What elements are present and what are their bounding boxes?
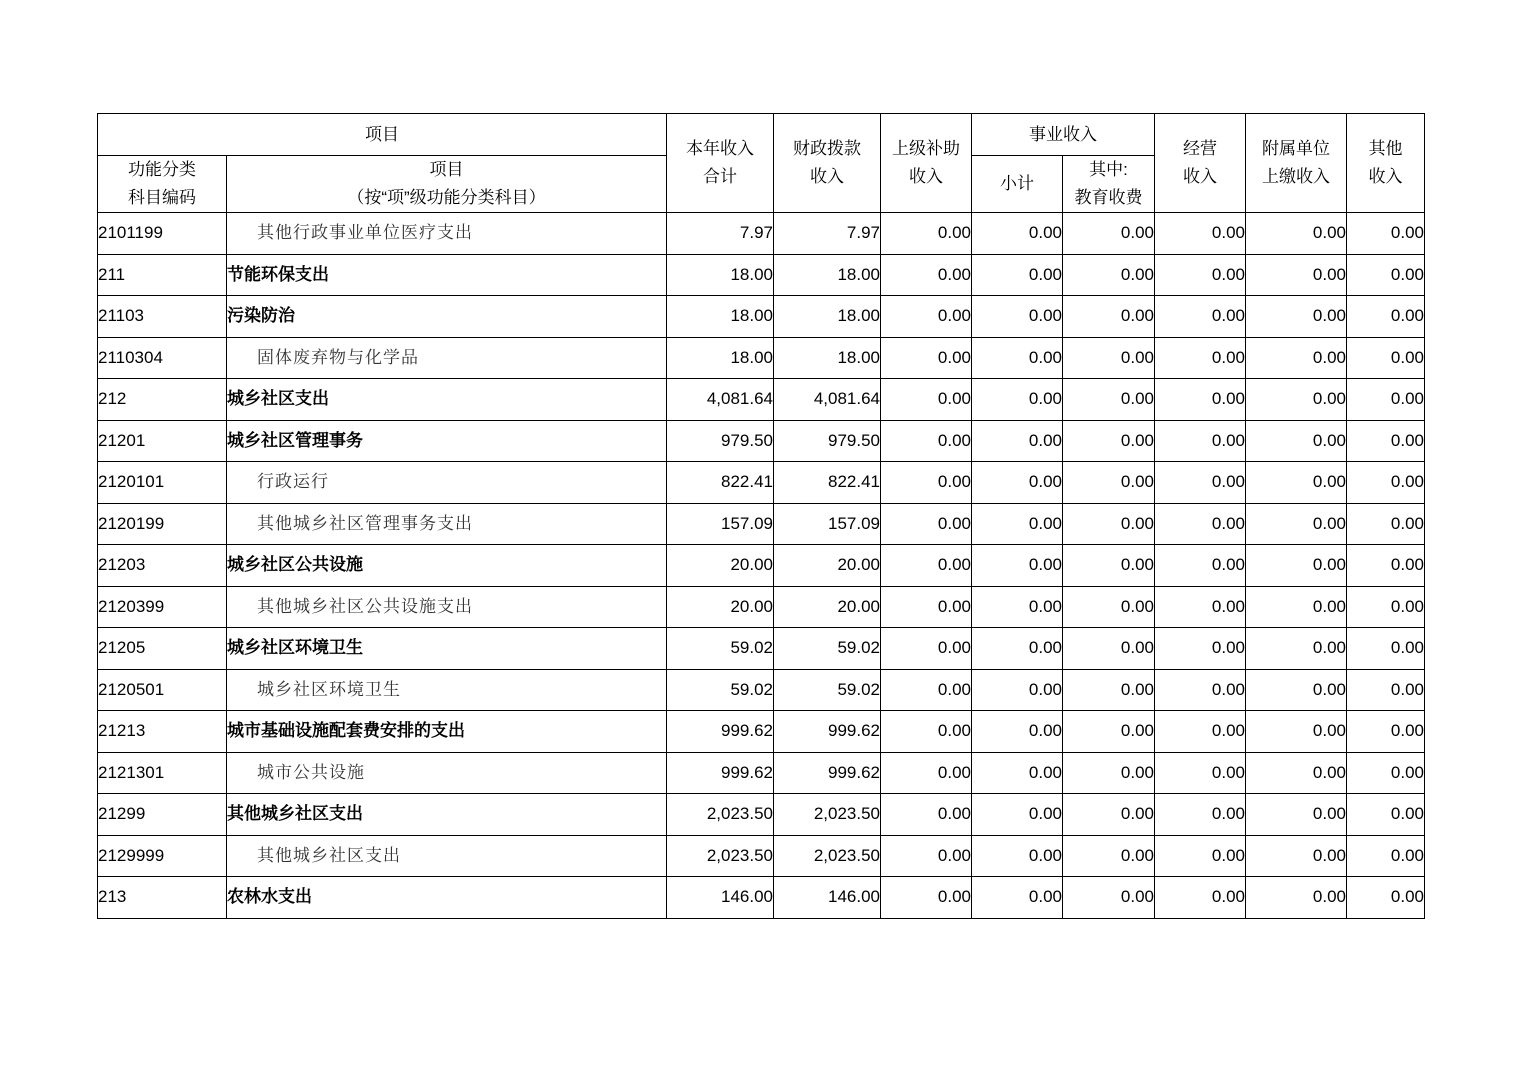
header-fiscal xyxy=(774,114,881,213)
cell-edu: 0.00 xyxy=(1063,669,1155,711)
cell-name: 城乡社区公共设施 xyxy=(227,545,667,587)
cell-subtotal: 0.00 xyxy=(972,462,1063,504)
cell-subsidy: 0.00 xyxy=(881,337,972,379)
cell-subsidy: 0.00 xyxy=(881,462,972,504)
cell-edu: 0.00 xyxy=(1063,503,1155,545)
header-line: 经营 xyxy=(1183,139,1217,158)
table-row xyxy=(98,213,1425,255)
cell-edu: 0.00 xyxy=(1063,835,1155,877)
cell-total: 822.41 xyxy=(667,462,774,504)
cell-subsidy: 0.00 xyxy=(881,752,972,794)
header-name-line1: 项目 xyxy=(429,160,464,179)
header-code xyxy=(98,156,227,213)
cell-affiliated: 0.00 xyxy=(1246,669,1347,711)
cell-affiliated: 0.00 xyxy=(1246,545,1347,587)
cell-name: 其他城乡社区公共设施支出 xyxy=(227,586,667,628)
cell-subtotal: 0.00 xyxy=(972,628,1063,670)
cell-other: 0.00 xyxy=(1347,628,1425,670)
cell-code: 2101199 xyxy=(98,213,227,255)
cell-name: 其他行政事业单位医疗支出 xyxy=(227,213,667,255)
cell-fiscal: 20.00 xyxy=(774,586,881,628)
cell-name: 城市公共设施 xyxy=(227,752,667,794)
cell-code: 211 xyxy=(98,254,227,296)
cell-affiliated: 0.00 xyxy=(1246,586,1347,628)
cell-fiscal: 979.50 xyxy=(774,420,881,462)
cell-other: 0.00 xyxy=(1347,337,1425,379)
cell-name: 污染防治 xyxy=(227,296,667,338)
cell-name: 城乡社区管理事务 xyxy=(227,420,667,462)
table-row xyxy=(98,296,1425,338)
cell-name: 城乡社区支出 xyxy=(227,379,667,421)
table-row xyxy=(98,794,1425,836)
cell-fiscal: 999.62 xyxy=(774,752,881,794)
header-line: 财政拨款 xyxy=(793,139,861,158)
cell-operating: 0.00 xyxy=(1155,420,1246,462)
cell-affiliated: 0.00 xyxy=(1246,711,1347,753)
cell-operating: 0.00 xyxy=(1155,877,1246,919)
header-business-group: 事业收入 xyxy=(972,114,1155,156)
cell-code: 2121301 xyxy=(98,752,227,794)
cell-subtotal: 0.00 xyxy=(972,254,1063,296)
cell-operating: 0.00 xyxy=(1155,711,1246,753)
cell-subsidy: 0.00 xyxy=(881,545,972,587)
cell-subsidy: 0.00 xyxy=(881,213,972,255)
header-line: 收入 xyxy=(1183,167,1217,186)
cell-fiscal: 18.00 xyxy=(774,254,881,296)
table-row xyxy=(98,545,1425,587)
table-row xyxy=(98,503,1425,545)
cell-other: 0.00 xyxy=(1347,545,1425,587)
cell-subtotal: 0.00 xyxy=(972,711,1063,753)
cell-subtotal: 0.00 xyxy=(972,877,1063,919)
cell-operating: 0.00 xyxy=(1155,752,1246,794)
cell-total: 7.97 xyxy=(667,213,774,255)
cell-edu: 0.00 xyxy=(1063,296,1155,338)
cell-fiscal: 2,023.50 xyxy=(774,835,881,877)
cell-fiscal: 822.41 xyxy=(774,462,881,504)
cell-edu: 0.00 xyxy=(1063,462,1155,504)
cell-code: 212 xyxy=(98,379,227,421)
cell-name: 节能环保支出 xyxy=(227,254,667,296)
cell-subsidy: 0.00 xyxy=(881,379,972,421)
cell-fiscal: 4,081.64 xyxy=(774,379,881,421)
cell-subsidy: 0.00 xyxy=(881,835,972,877)
table-row xyxy=(98,254,1425,296)
cell-code: 2120399 xyxy=(98,586,227,628)
cell-other: 0.00 xyxy=(1347,711,1425,753)
cell-subtotal: 0.00 xyxy=(972,420,1063,462)
cell-fiscal: 157.09 xyxy=(774,503,881,545)
cell-code: 213 xyxy=(98,877,227,919)
table-row xyxy=(98,752,1425,794)
cell-fiscal: 146.00 xyxy=(774,877,881,919)
cell-subsidy: 0.00 xyxy=(881,420,972,462)
header-line: 科目编码 xyxy=(128,188,196,207)
cell-affiliated: 0.00 xyxy=(1246,213,1347,255)
header-line: 附属单位 xyxy=(1262,139,1330,158)
cell-edu: 0.00 xyxy=(1063,254,1155,296)
table-row xyxy=(98,669,1425,711)
cell-affiliated: 0.00 xyxy=(1246,794,1347,836)
cell-subtotal: 0.00 xyxy=(972,379,1063,421)
table-row xyxy=(98,835,1425,877)
cell-subsidy: 0.00 xyxy=(881,628,972,670)
header-subsidy xyxy=(881,114,972,213)
header-business-subtotal: 小计 xyxy=(972,156,1063,213)
header-project-group: 项目 xyxy=(98,114,667,156)
cell-other: 0.00 xyxy=(1347,462,1425,504)
header-business-edu xyxy=(1063,156,1155,213)
header-other xyxy=(1347,114,1425,213)
cell-other: 0.00 xyxy=(1347,379,1425,421)
cell-affiliated: 0.00 xyxy=(1246,628,1347,670)
cell-code: 2129999 xyxy=(98,835,227,877)
header-line: 功能分类 xyxy=(128,160,196,179)
cell-name: 城乡社区环境卫生 xyxy=(227,669,667,711)
cell-operating: 0.00 xyxy=(1155,254,1246,296)
cell-operating: 0.00 xyxy=(1155,545,1246,587)
cell-fiscal: 7.97 xyxy=(774,213,881,255)
cell-subtotal: 0.00 xyxy=(972,213,1063,255)
cell-subsidy: 0.00 xyxy=(881,586,972,628)
cell-name: 固体废弃物与化学品 xyxy=(227,337,667,379)
cell-total: 157.09 xyxy=(667,503,774,545)
cell-code: 21103 xyxy=(98,296,227,338)
header-line: 收入 xyxy=(909,167,943,186)
table-row xyxy=(98,420,1425,462)
cell-total: 59.02 xyxy=(667,669,774,711)
cell-operating: 0.00 xyxy=(1155,379,1246,421)
cell-code: 21201 xyxy=(98,420,227,462)
cell-other: 0.00 xyxy=(1347,213,1425,255)
cell-name: 其他城乡社区支出 xyxy=(227,794,667,836)
cell-total: 18.00 xyxy=(667,296,774,338)
cell-operating: 0.00 xyxy=(1155,835,1246,877)
cell-edu: 0.00 xyxy=(1063,379,1155,421)
cell-total: 20.00 xyxy=(667,586,774,628)
cell-total: 18.00 xyxy=(667,337,774,379)
cell-edu: 0.00 xyxy=(1063,628,1155,670)
cell-subtotal: 0.00 xyxy=(972,337,1063,379)
cell-subsidy: 0.00 xyxy=(881,669,972,711)
cell-other: 0.00 xyxy=(1347,420,1425,462)
cell-operating: 0.00 xyxy=(1155,296,1246,338)
header-total xyxy=(667,114,774,213)
cell-edu: 0.00 xyxy=(1063,794,1155,836)
cell-code: 2120501 xyxy=(98,669,227,711)
cell-total: 20.00 xyxy=(667,545,774,587)
cell-affiliated: 0.00 xyxy=(1246,296,1347,338)
table-row xyxy=(98,462,1425,504)
budget-income-table xyxy=(97,113,1425,919)
header-line: 其中: xyxy=(1089,160,1128,179)
cell-affiliated: 0.00 xyxy=(1246,752,1347,794)
table-header xyxy=(98,114,1425,213)
header-line: 其他 xyxy=(1368,139,1403,158)
table-row xyxy=(98,711,1425,753)
cell-affiliated: 0.00 xyxy=(1246,420,1347,462)
cell-fiscal: 59.02 xyxy=(774,669,881,711)
cell-edu: 0.00 xyxy=(1063,337,1155,379)
cell-other: 0.00 xyxy=(1347,503,1425,545)
header-affiliated xyxy=(1246,114,1347,213)
cell-subsidy: 0.00 xyxy=(881,296,972,338)
cell-fiscal: 999.62 xyxy=(774,711,881,753)
cell-subsidy: 0.00 xyxy=(881,794,972,836)
cell-name: 城乡社区环境卫生 xyxy=(227,628,667,670)
table-row xyxy=(98,379,1425,421)
cell-total: 999.62 xyxy=(667,752,774,794)
header-name-line2: （按“项”级功能分类科目） xyxy=(347,188,546,207)
cell-subtotal: 0.00 xyxy=(972,296,1063,338)
cell-subtotal: 0.00 xyxy=(972,503,1063,545)
cell-code: 21205 xyxy=(98,628,227,670)
cell-operating: 0.00 xyxy=(1155,503,1246,545)
cell-total: 999.62 xyxy=(667,711,774,753)
cell-other: 0.00 xyxy=(1347,877,1425,919)
cell-other: 0.00 xyxy=(1347,586,1425,628)
cell-code: 2120101 xyxy=(98,462,227,504)
cell-code: 21299 xyxy=(98,794,227,836)
cell-subtotal: 0.00 xyxy=(972,545,1063,587)
cell-operating: 0.00 xyxy=(1155,669,1246,711)
cell-edu: 0.00 xyxy=(1063,711,1155,753)
cell-affiliated: 0.00 xyxy=(1246,503,1347,545)
cell-code: 2120199 xyxy=(98,503,227,545)
header-line: 上缴收入 xyxy=(1262,167,1330,186)
header-name xyxy=(227,156,667,213)
table-row xyxy=(98,628,1425,670)
cell-name: 城市基础设施配套费安排的支出 xyxy=(227,711,667,753)
header-line: 上级补助 xyxy=(892,139,960,158)
cell-fiscal: 59.02 xyxy=(774,628,881,670)
cell-name: 其他城乡社区管理事务支出 xyxy=(227,503,667,545)
cell-edu: 0.00 xyxy=(1063,213,1155,255)
cell-affiliated: 0.00 xyxy=(1246,337,1347,379)
cell-subtotal: 0.00 xyxy=(972,586,1063,628)
cell-subtotal: 0.00 xyxy=(972,835,1063,877)
cell-name: 行政运行 xyxy=(227,462,667,504)
cell-total: 146.00 xyxy=(667,877,774,919)
cell-subtotal: 0.00 xyxy=(972,794,1063,836)
cell-operating: 0.00 xyxy=(1155,628,1246,670)
table-row xyxy=(98,337,1425,379)
cell-other: 0.00 xyxy=(1347,669,1425,711)
cell-subtotal: 0.00 xyxy=(972,669,1063,711)
table-row xyxy=(98,586,1425,628)
cell-code: 21203 xyxy=(98,545,227,587)
cell-subsidy: 0.00 xyxy=(881,254,972,296)
cell-fiscal: 18.00 xyxy=(774,296,881,338)
cell-edu: 0.00 xyxy=(1063,545,1155,587)
header-operating xyxy=(1155,114,1246,213)
cell-affiliated: 0.00 xyxy=(1246,379,1347,421)
cell-subsidy: 0.00 xyxy=(881,877,972,919)
cell-total: 18.00 xyxy=(667,254,774,296)
cell-other: 0.00 xyxy=(1347,254,1425,296)
cell-total: 2,023.50 xyxy=(667,835,774,877)
cell-name: 其他城乡社区支出 xyxy=(227,835,667,877)
header-line: 教育收费 xyxy=(1074,188,1143,207)
cell-edu: 0.00 xyxy=(1063,420,1155,462)
table-body xyxy=(98,213,1425,919)
cell-code: 2110304 xyxy=(98,337,227,379)
cell-code: 21213 xyxy=(98,711,227,753)
cell-total: 59.02 xyxy=(667,628,774,670)
cell-operating: 0.00 xyxy=(1155,337,1246,379)
header-line: 收入 xyxy=(810,167,844,186)
cell-total: 979.50 xyxy=(667,420,774,462)
table-row xyxy=(98,877,1425,919)
header-line: 收入 xyxy=(1368,167,1403,186)
cell-name: 农林水支出 xyxy=(227,877,667,919)
cell-affiliated: 0.00 xyxy=(1246,877,1347,919)
cell-other: 0.00 xyxy=(1347,835,1425,877)
cell-affiliated: 0.00 xyxy=(1246,835,1347,877)
cell-operating: 0.00 xyxy=(1155,213,1246,255)
cell-operating: 0.00 xyxy=(1155,794,1246,836)
cell-total: 2,023.50 xyxy=(667,794,774,836)
cell-affiliated: 0.00 xyxy=(1246,462,1347,504)
cell-edu: 0.00 xyxy=(1063,586,1155,628)
cell-edu: 0.00 xyxy=(1063,877,1155,919)
cell-operating: 0.00 xyxy=(1155,462,1246,504)
cell-fiscal: 18.00 xyxy=(774,337,881,379)
cell-fiscal: 20.00 xyxy=(774,545,881,587)
header-line: 本年收入 xyxy=(686,139,754,158)
cell-subsidy: 0.00 xyxy=(881,503,972,545)
cell-subsidy: 0.00 xyxy=(881,711,972,753)
cell-other: 0.00 xyxy=(1347,752,1425,794)
cell-fiscal: 2,023.50 xyxy=(774,794,881,836)
cell-edu: 0.00 xyxy=(1063,752,1155,794)
cell-total: 4,081.64 xyxy=(667,379,774,421)
cell-subtotal: 0.00 xyxy=(972,752,1063,794)
header-line: 合计 xyxy=(703,167,737,186)
cell-affiliated: 0.00 xyxy=(1246,254,1347,296)
cell-other: 0.00 xyxy=(1347,296,1425,338)
cell-other: 0.00 xyxy=(1347,794,1425,836)
cell-operating: 0.00 xyxy=(1155,586,1246,628)
